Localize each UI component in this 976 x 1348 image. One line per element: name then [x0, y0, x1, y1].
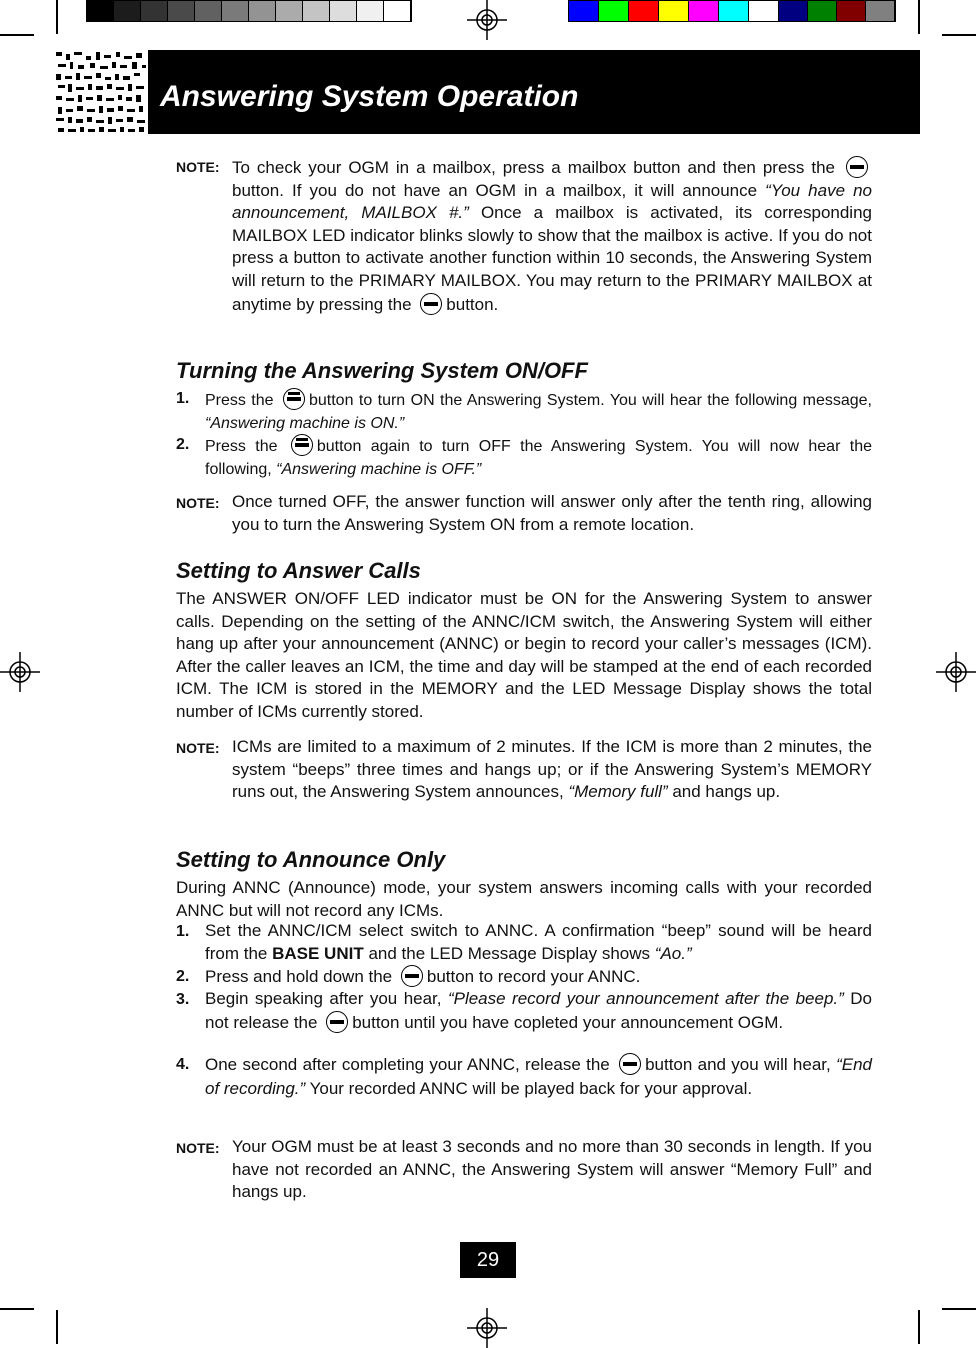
page-number: 29 [460, 1242, 516, 1278]
list-item-text: Your recorded ANNC will be played back for your approval. [309, 1079, 753, 1098]
list-item [205, 920, 872, 965]
note-text-part: To check your OGM in a mailbox, press a mailbox button and then press the [232, 158, 836, 177]
crop-mark [918, 1310, 920, 1344]
list-number: 3. [176, 991, 190, 1008]
note-label: NOTE: [176, 740, 220, 756]
crop-mark [56, 1310, 58, 1344]
crop-mark [942, 34, 976, 36]
note-label: NOTE: [176, 1140, 220, 1156]
note-text-part: ICMs are limited to a maximum of 2 minutes. If the ICM is more than 2 minutes, the system “beeps” three times and hangs up; or if the Answering System’s MEMORY runs out, the Answering System announces, [232, 737, 872, 802]
answer-on-off-button-icon [283, 388, 305, 410]
section-body: The ANSWER ON/OFF LED indicator must be ON for the Answering System to answer calls. Depending on the setting of the ANNC/ICM switch, the Answering System will either hang up after your announcement (ANNC) or begin to record your caller’s messages (ICM). After the caller leaves an ICM, the time and day will be stamped at the end of each recorded ICM. The ICM is stored in the MEMORY and the LED Message Display shows the total number of ICMs currently stored. [176, 589, 872, 721]
crop-mark [942, 1308, 976, 1310]
list-number: 2. [176, 968, 190, 985]
registration-mark-icon [936, 652, 976, 692]
list-item-text: Begin speaking after you hear, [205, 989, 442, 1008]
section-heading: Turning the Answering System ON/OFF [176, 358, 588, 383]
list-item-text: Press the [205, 438, 278, 455]
record-button-icon [619, 1053, 641, 1075]
note-text: Your OGM must be at least 3 seconds and no more than 30 seconds in length. If you have not recorded an ANNC, the Answering System will answer “Memory Full” and hangs up. [232, 1137, 872, 1202]
list-item-bold: BASE UNIT [272, 943, 364, 963]
list-item-quote: “Answering machine is OFF.” [276, 460, 482, 478]
section-body: During ANNC (Announce) mode, your system answers incoming calls with your recorded ANNC but will not record any ICMs. [176, 878, 872, 920]
registration-mark-icon [467, 1308, 507, 1348]
list-item-text: button again to turn OFF the Answering System. You will now hear the following, [205, 438, 873, 478]
list-number: 4. [176, 1056, 190, 1073]
list-number: 1. [176, 923, 190, 940]
list-item-text: Set the ANNC/ICM select switch to ANNC. A confirmation “beep” sound will be heard from the [205, 921, 872, 963]
mailbox-button-icon [420, 293, 442, 315]
list-item-quote: “Please record your announcement after the beep.” [447, 989, 844, 1008]
list-item-text: and the LED Message Display shows [368, 943, 651, 963]
list-item-text: Press the [205, 392, 274, 409]
list-item-text: button to turn ON the Answering System. You will hear the following message, [308, 392, 872, 409]
note-label: NOTE: [176, 159, 220, 175]
note-quote: “You have no announcement, MAILBOX #.” [232, 180, 872, 223]
list-item [205, 988, 872, 1034]
list-item [205, 388, 872, 435]
crop-mark [0, 34, 34, 36]
note-text-part: button. [446, 294, 499, 314]
grayscale-calibration-strip [86, 0, 412, 22]
list-item-quote: “Ao.” [654, 943, 692, 963]
crop-mark [918, 0, 920, 34]
color-calibration-strip [568, 0, 896, 22]
list-item-text: Do not release the [205, 989, 872, 1032]
note-text: Once turned OFF, the answer function will answer only after the tenth ring, allowing you to turn the Answering System ON from a remote location. [232, 492, 872, 534]
list-item-text: button to record your ANNC. [426, 967, 641, 986]
registration-mark-icon [467, 0, 507, 40]
list-number: 1. [176, 390, 190, 407]
note-text-part: and hangs up. [672, 782, 781, 802]
list-item-text: Press and hold down the [205, 967, 393, 986]
note-quote: “Memory full” [568, 782, 668, 802]
list-item [205, 1053, 872, 1101]
registration-mark-icon [0, 652, 40, 692]
note-text-part: button. If you do not have an OGM in a mailbox, it will announce [232, 180, 758, 200]
header-pattern-graphic [54, 50, 148, 134]
list-item [205, 965, 872, 989]
list-item-text: button until you have copleted your announcement OGM. [352, 1012, 784, 1032]
list-item-text: button and you will hear, [645, 1055, 831, 1074]
record-button-icon [401, 965, 423, 987]
record-button-icon [326, 1011, 348, 1033]
page-title: Answering System Operation [160, 80, 579, 113]
note-text [232, 156, 872, 316]
mailbox-button-icon [846, 156, 868, 178]
list-number: 2. [176, 436, 190, 453]
list-item-text: One second after completing your ANNC, release the [205, 1055, 610, 1074]
section-heading: Setting to Answer Calls [176, 558, 421, 583]
note-text [232, 736, 872, 804]
crop-mark [56, 0, 58, 34]
list-item-quote: “End of recording.” [205, 1055, 872, 1098]
section-heading: Setting to Announce Only [176, 847, 446, 872]
answer-on-off-button-icon [291, 434, 313, 456]
list-item-quote: “Answering machine is ON.” [205, 414, 405, 432]
list-item [205, 434, 872, 481]
crop-mark [0, 1308, 34, 1310]
note-label: NOTE: [176, 495, 220, 511]
note-text-part: Once a mailbox is activated, its corresponding MAILBOX LED indicator blinks slowly to show that the mailbox is active. If you do not press a button to activate another function within 10 seconds, the Answering System will return to the PRIMARY MAILBOX. You may return to the PRIMARY MAILBOX at anytime by pressing the [232, 203, 872, 314]
